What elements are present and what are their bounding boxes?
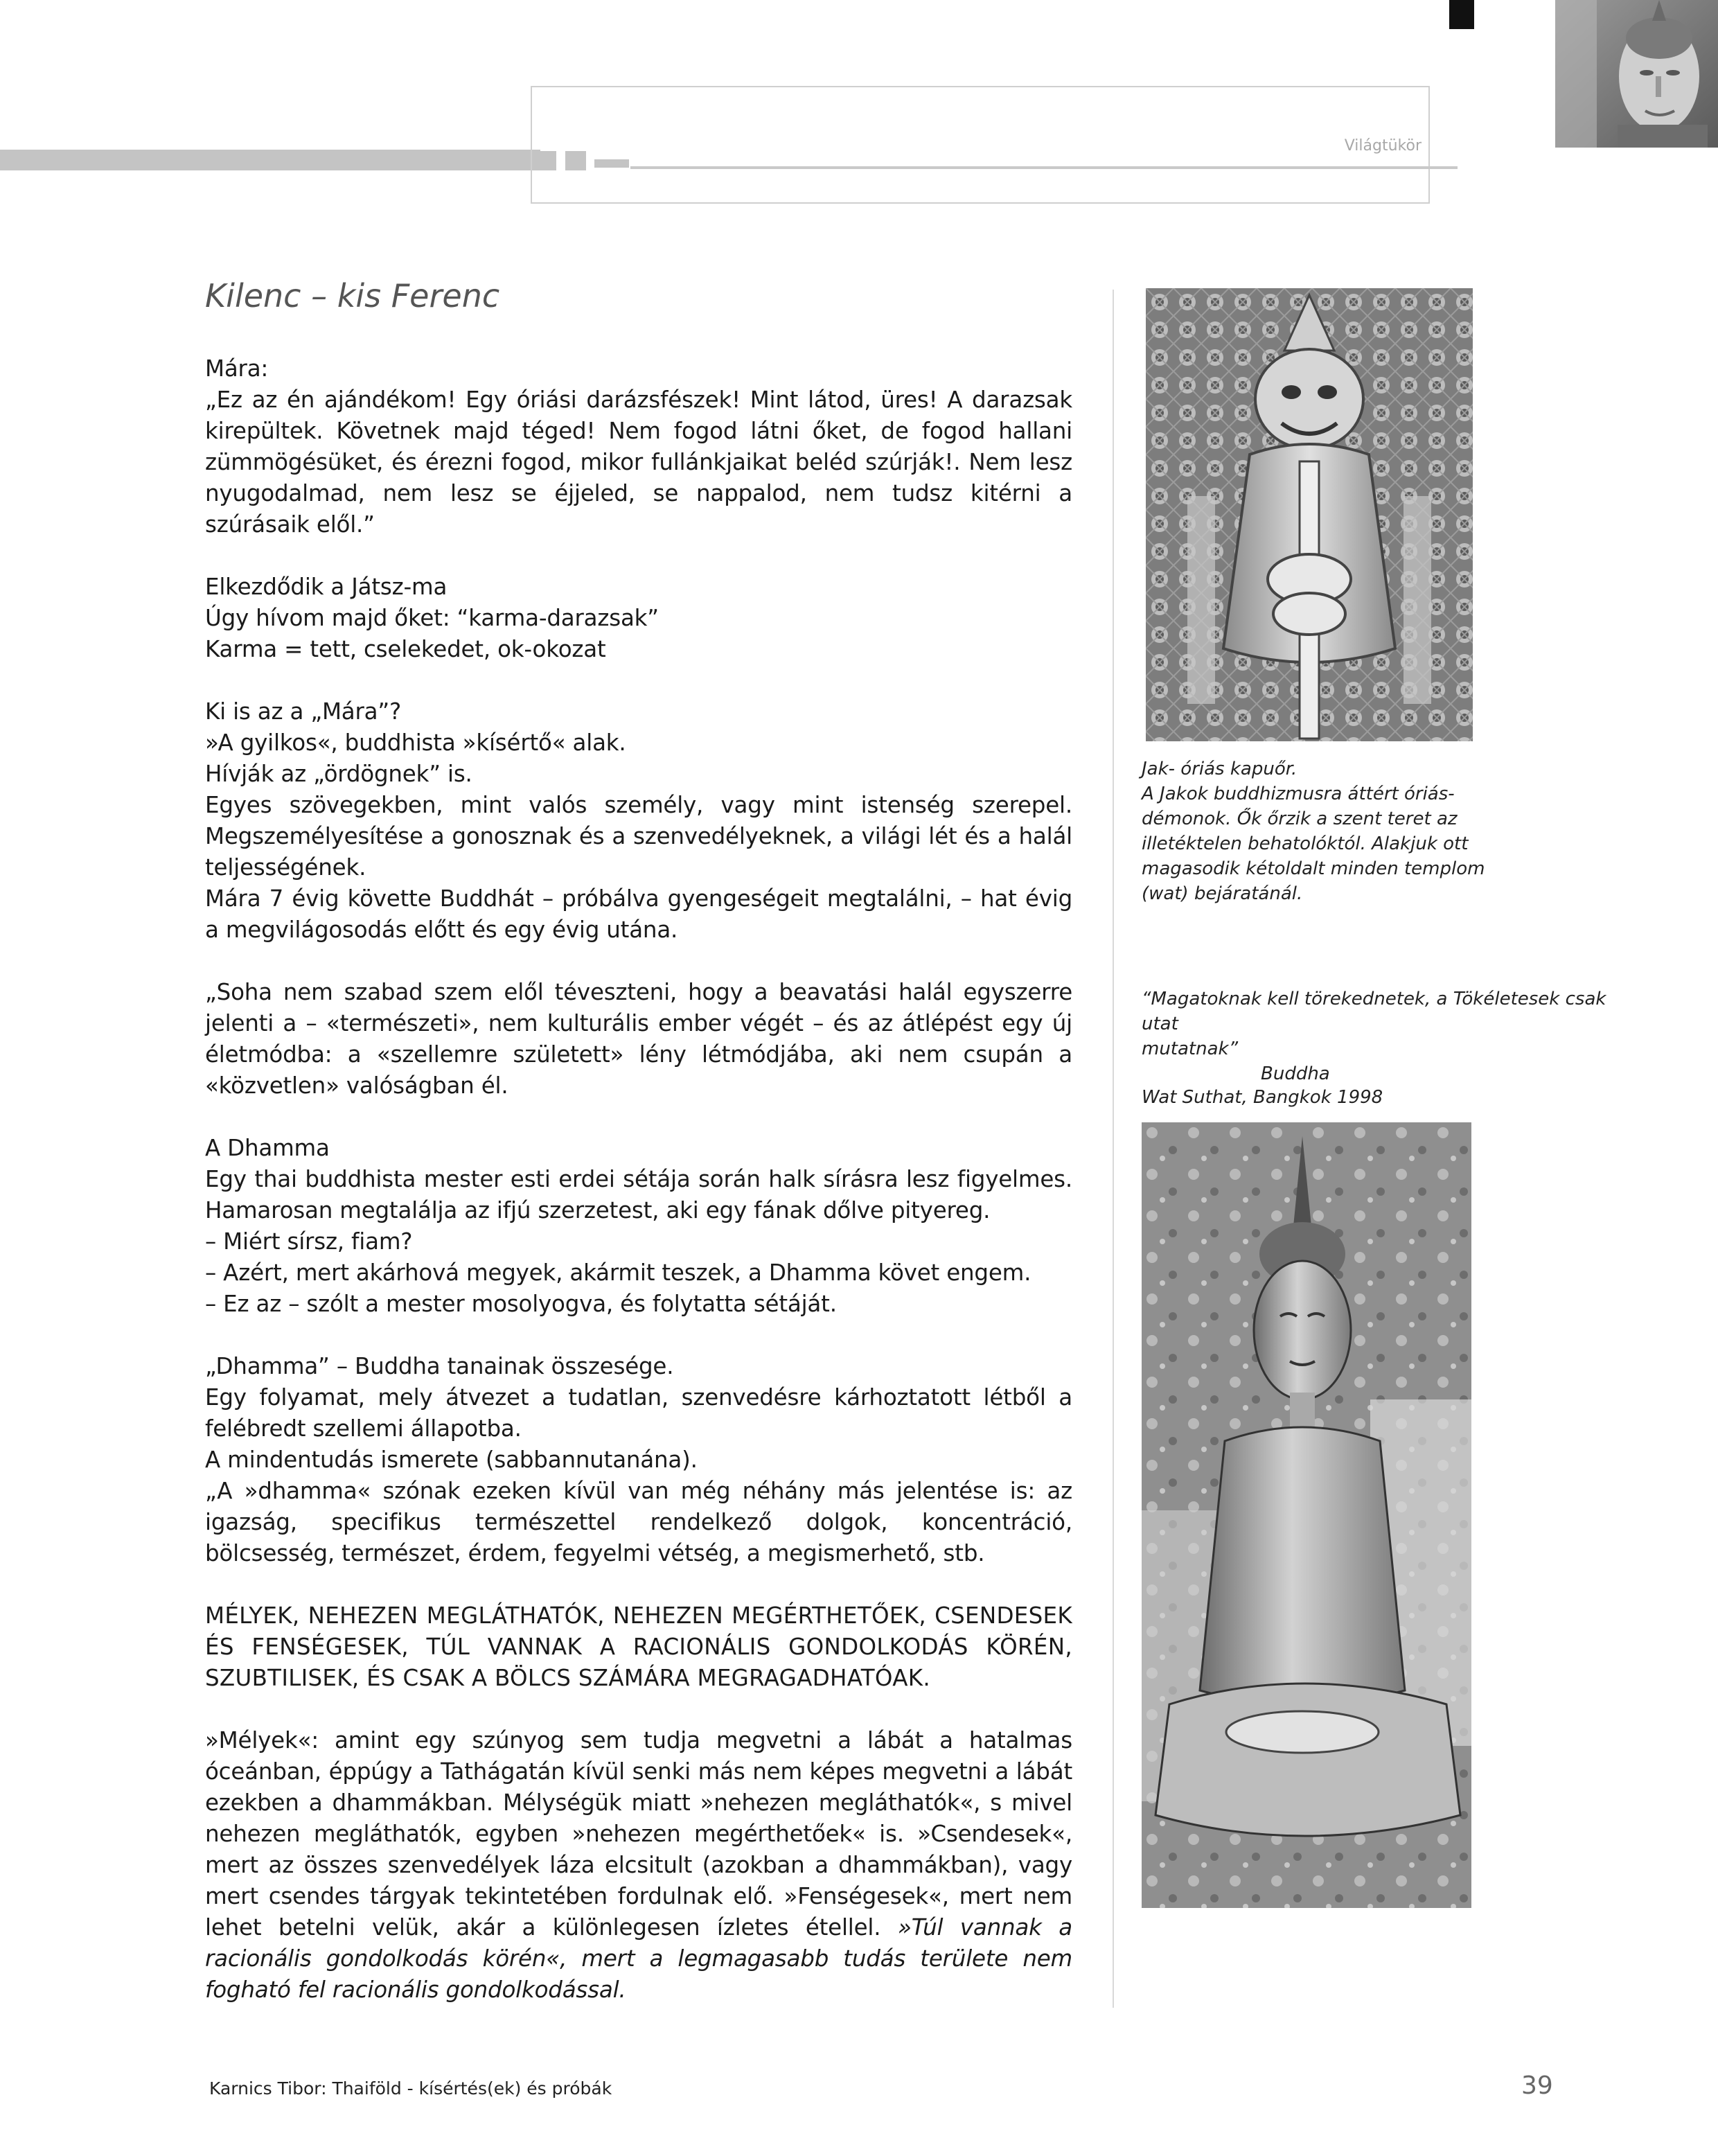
text-italic: »Túl vannak a racionális gondolkodás körén«, mert a legmagasabb tudás területe nem fogható fel racionális gondolkodással. bbox=[205, 1914, 1072, 2003]
text-paragraph bbox=[205, 1725, 1072, 2006]
paragraph-jatszma bbox=[205, 572, 1072, 665]
caption-line: démonok. Ők őrzik a szent teret az bbox=[1142, 808, 1458, 829]
dialogue-line: – Miért sírsz, fiam? bbox=[205, 1228, 413, 1255]
caption-line: (wat) bejáratánál. bbox=[1142, 883, 1303, 904]
article-title: Kilenc – kis Ferenc bbox=[205, 277, 500, 315]
seated-buddha-photo bbox=[1142, 1122, 1471, 1908]
section-label: Világtükör bbox=[1344, 137, 1422, 154]
text-regular: »Mélyek«: amint egy szúnyog sem tudja megvetni a lábát a hatalmas óceánban, éppúgy a Tathágatán kívül senki más nem képes megvetni a lábát ezekben a dhammákban. Mélységük miatt »nehezen megláthatók«, s mivel nehezen megláthatók, egyben »nehezen megérthetőek« is. »Csendesek«, mert az összes szenvedélyek láza elcsitult (azokban a dhammákban), vagy mert csendes tárgyak tekintetében fordulnak elő. »Fenségesek«, mert nem lehet betelni velük, akár a különlegesen ízletes étellel. bbox=[205, 1727, 1072, 1941]
yak-guardian-photo bbox=[1146, 288, 1473, 741]
text-line: Mára: bbox=[205, 355, 269, 382]
running-footer: Karnics Tibor: Thaiföld - kísértés(ek) és próbák bbox=[209, 2078, 612, 2098]
caption-line: magasodik kétoldalt minden templom bbox=[1142, 858, 1485, 879]
quote-line: mutatnak” bbox=[1142, 1039, 1239, 1059]
caption-line: illetéktelen behatolóktól. Alakjuk ott bbox=[1142, 833, 1469, 854]
text-line: Ki is az a „Mára”? bbox=[205, 698, 402, 725]
text-paragraph: „Ez az én ajándékom! Egy óriási darázsfészek! Mint látod, üres! A darazsak kirepültek. Követnek majd téged! Nem fogod látni őket, de fogod hallani zümmögésüket, és érezni fogod, mikor fullánkjaikat beléd szúrják!. Nem lesz nyugodalmad, nem lesz se éjjeled, se nappalod, nem tudsz kitérni a szúrásaik elől.” bbox=[205, 387, 1072, 538]
text-paragraph: Mára 7 évig követte Buddhát – próbálva gyengeségeit megtalálni, – hat évig a megvilágosodás előtt és egy évig utána. bbox=[205, 885, 1072, 943]
text-line: A Dhamma bbox=[205, 1135, 330, 1161]
caps-paragraph: MÉLYEK, NEHEZEN MEGLÁTHATÓK, NEHEZEN MEGÉRTHETŐEK, CSENDESEK ÉS FENSÉGESEK, TÚL VANNAK A RACIONÁLIS GONDOLKODÁS KÖRÉN, SZUBTILISEK, ÉS CSAK A BÖLCS SZÁMÁRA MEGRAGADHATÓAK. bbox=[205, 1602, 1072, 1691]
header-bar bbox=[0, 150, 540, 170]
text-line: Karma = tett, cselekedet, ok-okozat bbox=[205, 636, 606, 662]
header-frame bbox=[531, 86, 1430, 204]
page-number: 39 bbox=[1521, 2071, 1553, 2100]
paragraph-caps bbox=[205, 1600, 1072, 1694]
header-rule bbox=[630, 166, 1458, 169]
text-line: A mindentudás ismerete (sabbannutanána). bbox=[205, 1447, 698, 1473]
column-divider bbox=[1113, 290, 1114, 2008]
photo-location: Wat Suthat, Bangkok 1998 bbox=[1142, 1087, 1383, 1108]
dialogue-line: – Azért, mert akárhová megyek, akármit teszek, a Dhamma követ engem. bbox=[205, 1260, 1031, 1286]
image-caption bbox=[1142, 757, 1640, 906]
text-line: „Dhamma” – Buddha tanainak összesége. bbox=[205, 1353, 674, 1379]
quote-author: Buddha bbox=[1261, 1063, 1330, 1084]
paragraph-ki-is-az bbox=[205, 696, 1072, 946]
text-paragraph: „A »dhamma« szónak ezeken kívül van még néhány más jelentése is: az igazság, specifikus természettel rendelkező dolgok, koncentráció, bölcsesség, természet, érdem, fegyelmi vétség, a megismerhető, stb. bbox=[205, 1478, 1072, 1566]
text-paragraph: Egy folyamat, mely átvezet a tudatlan, szenvedésre kárhoztatott létből a felébredt szellemi állapotba. bbox=[205, 1384, 1072, 1442]
paragraph-melyek bbox=[205, 1725, 1072, 2006]
caption-line: Jak- óriás kapuőr. bbox=[1142, 759, 1298, 779]
text-line: Elkezdődik a Játsz-ma bbox=[205, 574, 448, 600]
text-line: Hívják az „ördögnek” is. bbox=[205, 761, 472, 787]
corner-buddha-photo bbox=[1555, 0, 1718, 148]
caption-line: A Jakok buddhizmusra áttért óriás- bbox=[1142, 784, 1455, 804]
text-line: Úgy hívom majd őket: “karma-darazsak” bbox=[205, 605, 659, 631]
quote-line: “Magatoknak kell törekednetek, a Tökéletesek csak utat bbox=[1142, 989, 1606, 1034]
header-square bbox=[537, 151, 556, 170]
dialogue-line: – Ez az – szólt a mester mosolyogva, és folytatta sétáját. bbox=[205, 1291, 837, 1317]
page-tab-marker bbox=[1449, 0, 1474, 29]
text-line: »A gyilkos«, buddhista »kísértő« alak. bbox=[205, 730, 626, 756]
text-paragraph: Egyes szövegekben, mint valós személy, vagy mint istenség szerepel. Megszemélyesítése a gonosznak és a szenvedélyeknek, a világi lét és a halál teljességének. bbox=[205, 792, 1072, 881]
text-paragraph: Egy thai buddhista mester esti erdei sétája során halk sírásra lesz figyelmes. Hamarosan megtalálja az ifjú szerzetest, aki egy fának dőlve pityereg. bbox=[205, 1166, 1072, 1223]
paragraph-beavatas bbox=[205, 977, 1072, 1102]
header-square bbox=[594, 159, 629, 168]
main-column bbox=[205, 277, 1072, 2037]
paragraph-dhamma-story bbox=[205, 1133, 1072, 1320]
header-square bbox=[565, 151, 586, 170]
paragraph-dhamma-def bbox=[205, 1351, 1072, 1569]
buddha-quote bbox=[1142, 987, 1640, 1086]
text-paragraph: „Soha nem szabad szem elől téveszteni, hogy a beavatási halál egyszerre jelenti a – «természeti», nem kulturális ember végét – és az átlépést egy új életmódba: a «szellemre született» lény létmódjába, aki nem csupán a «közvetlen» valóságban él. bbox=[205, 979, 1072, 1099]
paragraph-mara bbox=[205, 353, 1072, 540]
